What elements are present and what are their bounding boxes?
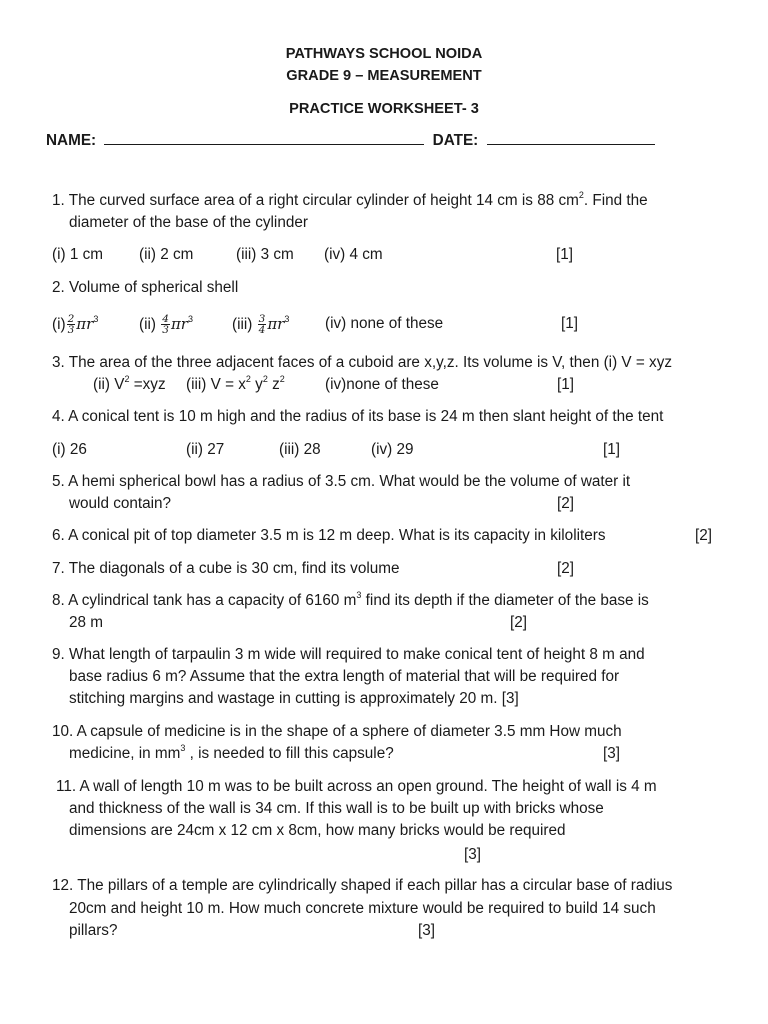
q7-line1: 7. The diagonals of a cube is 30 cm, find its volume <box>52 560 400 577</box>
q1-option-1: (i) 1 cm <box>52 246 103 263</box>
q11-line3: dimensions are 24cm x 12 cm x 8cm, how many bricks would be required <box>69 822 566 839</box>
q12-marks: [3] <box>418 922 436 939</box>
q4-line1: 4. A conical tent is 10 m high and the radius of its base is 24 m then slant height of the tent <box>52 408 664 425</box>
q4-option-1: (i) 26 <box>52 441 87 458</box>
name-date-row <box>46 131 659 151</box>
q12-line2: 20cm and height 10 m. How much concrete mixture would be required to build 14 such <box>69 900 656 917</box>
q1-marks: [1] <box>556 246 574 263</box>
q2-option-1: (i) $\frac{2}{3}$ $\pi r^3$ <box>52 313 99 337</box>
q1-line2: diameter of the base of the cylinder <box>69 214 308 231</box>
q8-line1: 8. A cylindrical tank has a capacity of 6160 $m^3$ find its depth if the diameter of the base is <box>52 589 649 609</box>
date-blank <box>487 132 655 145</box>
q1-option-4: (iv) 4 cm <box>324 246 383 263</box>
q2-option-4: (iv) none of these <box>325 315 444 332</box>
worksheet-title: PRACTICE WORKSHEET- 3 <box>289 101 479 117</box>
q5-line1: 5. A hemi spherical bowl has a radius of 3.5 cm. What would be the volume of water it <box>52 473 631 490</box>
q5-line2: would contain? <box>69 495 172 512</box>
q6-marks: [2] <box>695 527 713 544</box>
school-name: PATHWAYS SCHOOL NOIDA <box>285 46 483 62</box>
q12-line1: 12. The pillars of a temple are cylindrically shaped if each pillar has a circular base of radius <box>52 877 673 894</box>
q4-option-4: (iv) 29 <box>371 441 414 458</box>
q2-line1: 2. Volume of spherical shell <box>52 279 239 296</box>
q3-option-3: (iii) $V = x^2$ $y^2$ $z^2$ <box>186 373 285 393</box>
name-label: NAME: <box>46 132 97 149</box>
q12-line3: pillars? <box>69 922 118 939</box>
q1-option-3: (iii) 3 cm <box>236 246 294 263</box>
q7-marks: [2] <box>557 560 575 577</box>
q4-option-2: (ii) 27 <box>186 441 225 458</box>
q1-option-2: (ii) 2 cm <box>139 246 194 263</box>
q11-line2: and thickness of the wall is 34 cm. If this wall is to be built up with bricks whose <box>69 800 604 817</box>
q2-option-2: (ii) $\frac{4}{3}$ $\pi r^3$ <box>139 313 193 337</box>
q3-option-2: (ii) $V^2 =xyz$ <box>93 373 166 393</box>
q10-marks: [3] <box>603 745 621 762</box>
q4-option-3: (iii) 28 <box>279 441 321 458</box>
q1-line1: 1. The curved surface area of a right circular cylinder of height 14 cm is 88 $cm^2$. Find the <box>52 189 648 209</box>
q3-marks: [1] <box>557 376 575 393</box>
q9-line3: stitching margins and wastage in cutting is approximately 20 m. [3] <box>69 690 519 707</box>
name-blank <box>104 132 424 145</box>
q4-marks: [1] <box>603 441 621 458</box>
q8-marks: [2] <box>510 614 528 631</box>
q10-line1: 10. A capsule of medicine is in the shape of a sphere of diameter 3.5 mm How much <box>52 723 622 740</box>
q8-line2: 28 m <box>69 614 104 631</box>
q3-option-4: (iv)none of these <box>325 376 439 393</box>
grade-title: GRADE 9 – MEASUREMENT <box>286 68 482 84</box>
q9-line1: 9. What length of tarpaulin 3 m wide will required to make conical tent of height 8 m and <box>52 646 645 663</box>
q2-option-3: (iii) $\frac{3}{4}$ $\pi r^3$ <box>232 313 290 337</box>
date-label: DATE: <box>432 132 479 149</box>
q2-marks: [1] <box>561 315 579 332</box>
q9-line2: base radius 6 m? Assume that the extra length of material that will be required for <box>69 668 620 685</box>
q5-marks: [2] <box>557 495 575 512</box>
q10-line2: medicine, in $mm^3$ , is needed to fill this capsule? <box>69 742 394 762</box>
q3-line1: 3. The area of the three adjacent faces of a cuboid are x,y,z. Its volume is V, then (i) V = xyz <box>52 354 672 371</box>
q11-marks: [3] <box>464 846 482 863</box>
q11-line1: 11. A wall of length 10 m was to be built across an open ground. The height of wall is 4 m <box>56 778 657 795</box>
q6-line1: 6. A conical pit of top diameter 3.5 m is 12 m deep. What is its capacity in kiloliters <box>52 527 606 544</box>
